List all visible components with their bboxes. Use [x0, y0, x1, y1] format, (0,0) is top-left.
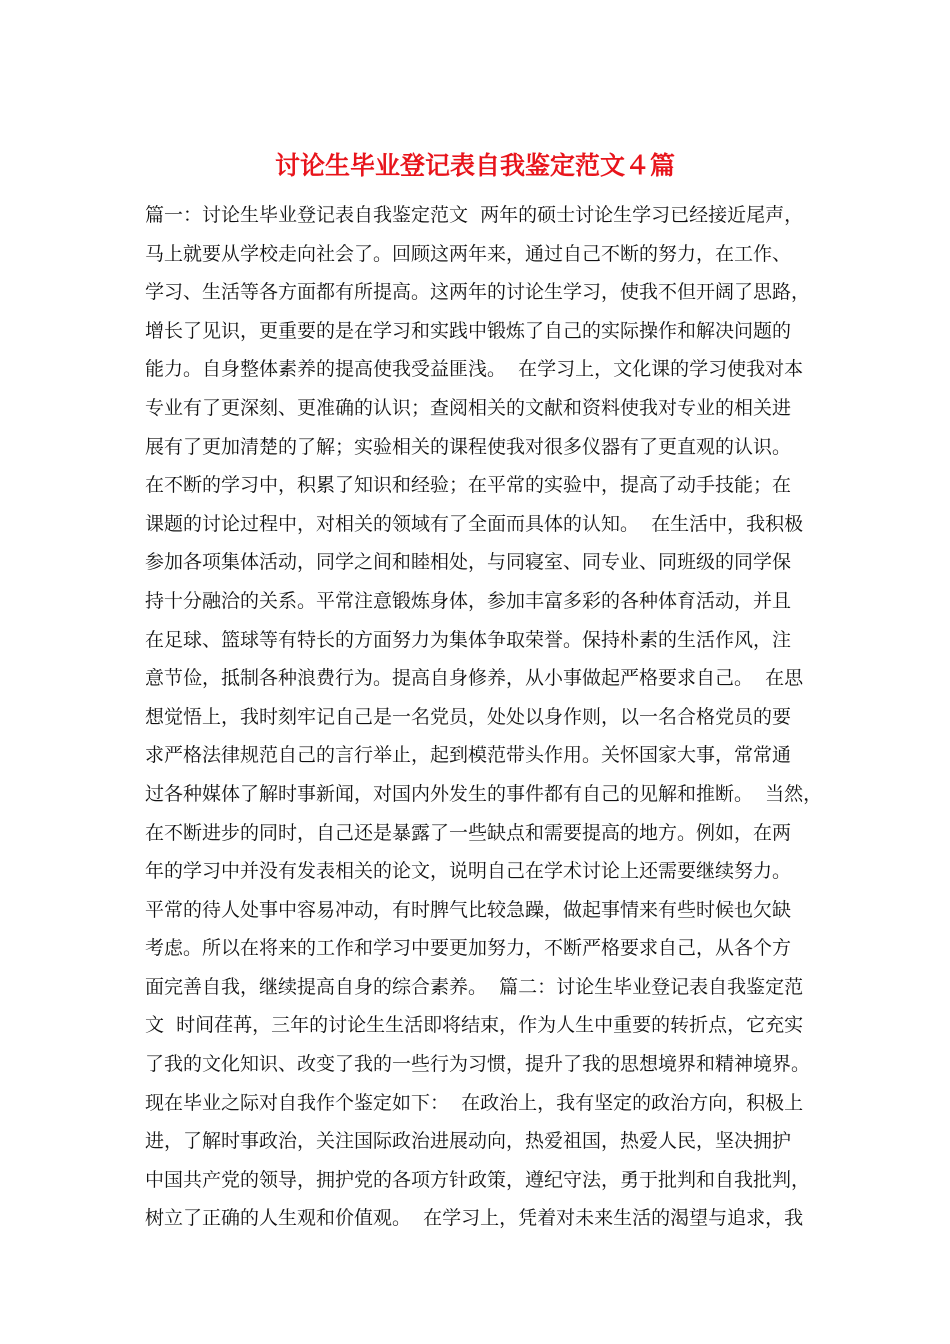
- body-line: 想觉悟上，我时刻牢记自己是一名党员，处处以身作则，以一名合格党员的要: [145, 705, 792, 728]
- body-line: 参加各项集体活动，同学之间和睦相处，与同寝室、同专业、同班级的同学保: [145, 551, 792, 574]
- body-line: 意节俭，抵制各种浪费行为。提高自身修养，从小事做起严格要求自己。 在思: [145, 667, 804, 690]
- body-line: 在不断的学习中，积累了知识和经验；在平常的实验中，提高了动手技能；在: [145, 474, 792, 497]
- body-line: 过各种媒体了解时事新闻，对国内外发生的事件都有自己的见解和推断。 当然，: [145, 782, 823, 805]
- body-line: 考虑。所以在将来的工作和学习中要更加努力，不断严格要求自己，从各个方: [145, 937, 792, 960]
- body-line: 文 时间荏苒，三年的讨论生生活即将结束，作为人生中重要的转折点，它充实: [145, 1014, 804, 1037]
- document-title: 讨论生毕业登记表自我鉴定范文４篇: [274, 151, 675, 180]
- body-line: 能力。自身整体素养的提高使我受益匪浅。 在学习上，文化课的学习使我对本: [145, 358, 804, 381]
- body-line: 中国共产党的领导，拥护党的各项方针政策，遵纪守法，勇于批判和自我批判，: [145, 1168, 811, 1191]
- body-line: 学习、生活等各方面都有所提高。这两年的讨论生学习，使我不但开阔了思路，: [145, 281, 811, 304]
- body-line: 了我的文化知识、改变了我的一些行为习惯，提升了我的思想境界和精神境界。: [145, 1053, 811, 1076]
- body-line: 持十分融洽的关系。平常注意锻炼身体，参加丰富多彩的各种体育活动，并且: [145, 589, 792, 612]
- document-body: [145, 200, 825, 1242]
- body-line: 进，了解时事政治，关注国际政治进展动向，热爱祖国，热爱人民，坚决拥护: [145, 1130, 792, 1153]
- body-line: 展有了更加清楚的了解；实验相关的课程使我对很多仪器有了更直观的认识。: [145, 435, 792, 458]
- body-line: 专业有了更深刻、更准确的认识；查阅相关的文献和资料使我对专业的相关进: [145, 396, 792, 419]
- body-line: 篇一：讨论生毕业登记表自我鉴定范文 两年的硕士讨论生学习已经接近尾声，: [145, 204, 804, 226]
- body-line: 在足球、篮球等有特长的方面努力为集体争取荣誉。保持朴素的生活作风，注: [145, 628, 792, 651]
- body-line: 年的学习中并没有发表相关的论文，说明自己在学术讨论上还需要继续努力。: [145, 860, 792, 883]
- body-line: 在不断进步的同时，自己还是暴露了一些缺点和需要提高的地方。例如，在两: [145, 821, 792, 844]
- body-line: 增长了见识，更重要的是在学习和实践中锻炼了自己的实际操作和解决问题的: [145, 319, 792, 342]
- body-line: 平常的待人处事中容易冲动，有时脾气比较急躁，做起事情来有些时候也欠缺: [145, 898, 792, 921]
- body-line: 课题的讨论过程中，对相关的领域有了全面而具体的认知。 在生活中，我积极: [145, 512, 804, 535]
- body-line: 马上就要从学校走向社会了。回顾这两年来，通过自己不断的努力，在工作、: [145, 242, 792, 265]
- body-line: 树立了正确的人生观和价值观。 在学习上，凭着对未来生活的渴望与追求，我: [145, 1207, 804, 1230]
- body-line: 求严格法律规范自己的言行举止，起到模范带头作用。关怀国家大事，常常通: [145, 744, 792, 767]
- body-line: 面完善自我，继续提高自身的综合素养。 篇二：讨论生毕业登记表自我鉴定范: [145, 975, 804, 998]
- body-line: 现在毕业之际对自我作个鉴定如下： 在政治上，我有坚定的政治方向，积极上: [145, 1091, 804, 1114]
